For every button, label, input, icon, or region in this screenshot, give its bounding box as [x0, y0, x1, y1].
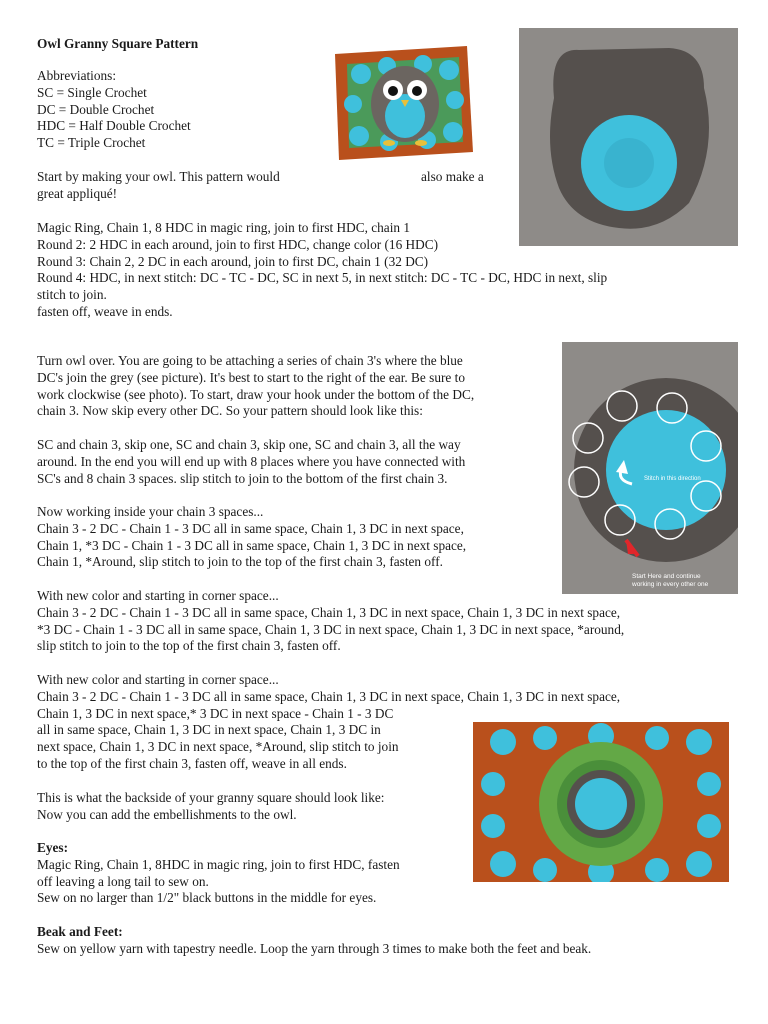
intro-line-2: great appliqué!: [37, 186, 118, 201]
paragraph-line: around. In the end you will end up with 8 places where you have connected with: [37, 453, 466, 469]
paragraph-line: Chain 1, *Around, slip stitch to join to the top of the first chain 3, fasten off.: [37, 554, 443, 570]
paragraph-line: With new color and starting in corner space...: [37, 588, 279, 603]
abbreviations-heading: Abbreviations:: [37, 68, 117, 83]
svg-text:working in every other one: [631, 581, 709, 588]
paragraph-line: next space, Chain 1, 3 DC in next space, *Around, slip stitch to join: [37, 739, 399, 755]
beak-section: [37, 924, 591, 958]
owl-rounds-photo: [519, 28, 738, 246]
paragraph-line: Chain 3 - 2 DC - Chain 1 - 3 DC all in same space, Chain 1, 3 DC in next space, Chain 1, 3 DC in next space,: [37, 604, 621, 620]
inside-chain-paragraph: [37, 504, 466, 571]
paragraph-line: Chain 1, *3 DC - Chain 1 - 3 DC all in same space, Chain 1, 3 DC in next space,: [37, 537, 467, 553]
stitch-direction-label: Stitch in this direction: [644, 476, 701, 482]
paragraph-line: off leaving a long tail to sew on.: [37, 873, 209, 889]
sc-chain-paragraph: [37, 437, 465, 487]
abbreviations: [37, 68, 191, 152]
svg-text:Stitch in this direction: [644, 476, 701, 482]
paragraph-line: SC's and 8 chain 3 spaces. slip stitch to join to the bottom of the first chain 3.: [37, 470, 448, 486]
paragraph-line: Now working inside your chain 3 spaces...: [37, 504, 264, 519]
owl-round-line: Round 2: 2 HDC in each around, join to first HDC, change color (16 HDC): [37, 236, 439, 252]
paragraph-line: Chain 3 - 2 DC - Chain 1 - 3 DC all in same space, Chain 1, 3 DC in next space, Chain 1, 3 DC in next space,: [37, 688, 621, 704]
turn-owl-paragraph: [37, 353, 474, 420]
owl-round-line: stitch to join.: [37, 287, 107, 303]
owl-round-line: fasten off, weave in ends.: [37, 303, 173, 319]
paragraph-line: chain 3. Now skip every other DC. So your pattern should look like this:: [37, 403, 423, 419]
new-color-1-paragraph: [37, 588, 624, 655]
intro-line-1-start: Start by making your owl. This pattern would: [37, 169, 280, 184]
owl-round-line: Round 4: HDC, in next stitch: DC - TC - DC, SC in next 5, in next stitch: DC - TC - DC, HDC in next, slip: [37, 270, 608, 286]
svg-text:Start Here and continue: [632, 573, 701, 580]
paragraph-line: Magic Ring, Chain 1, 8HDC in magic ring, join to first HDC, fasten: [37, 856, 400, 872]
eyes-section: [37, 840, 400, 907]
paragraph-line: Turn owl over. You are going to be attaching a series of chain 3's where the blue: [37, 353, 463, 368]
paragraph-line: to the top of the first chain 3, fasten off, weave in all ends.: [37, 755, 347, 771]
owl-round-line: Round 3: Chain 2, 2 DC in each around, join to first DC, chain 1 (32 DC): [37, 253, 429, 269]
abbreviation-item: SC = Single Crochet: [37, 84, 147, 100]
paragraph-line: *3 DC - Chain 1 - 3 DC all in same space, Chain 1, 3 DC in next space, Chain 1, 3 DC in next space, *around,: [37, 621, 625, 637]
eyes-heading: Eyes:: [37, 840, 69, 855]
abbreviation-item: DC = Double Crochet: [37, 101, 155, 117]
intro-line-1-end: also make a: [421, 169, 484, 184]
owl-round-line: Magic Ring, Chain 1, 8 HDC in magic ring, join to first HDC, chain 1: [37, 220, 411, 235]
paragraph-line: DC's join the grey (see picture). It's best to start to the right of the ear. Be sure to: [37, 369, 465, 385]
abbreviation-item: HDC = Half Double Crochet: [37, 118, 191, 134]
paragraph-line: With new color and starting in corner space...: [37, 672, 279, 687]
start-here-label-2: working in every other one: [632, 581, 709, 588]
paragraph-line: slip stitch to join to the top of the first chain 3, fasten off.: [37, 638, 341, 654]
owl-granny-square-photo: [327, 40, 479, 166]
chain-placement-photo: [562, 342, 738, 594]
paragraph-line: Sew on yellow yarn with tapestry needle. Loop the yarn through 3 times to make both the feet and beak.: [37, 940, 592, 956]
paragraph-line: all in same space, Chain 1, 3 DC in next space, Chain 1, 3 DC in: [37, 722, 381, 738]
beak-heading: Beak and Feet:: [37, 924, 123, 939]
paragraph-line: This is what the backside of your granny square should look like:: [37, 790, 385, 805]
granny-square-backside-photo: [473, 722, 729, 882]
paragraph-line: Sew on no larger than 1/2" black buttons in the middle for eyes.: [37, 890, 377, 906]
paragraph-line: Now you can add the embellishments to the owl.: [37, 806, 297, 822]
page-title: Owl Granny Square Pattern: [37, 36, 199, 51]
backside-paragraph: [37, 790, 385, 824]
abbreviation-item: TC = Triple Crochet: [37, 135, 146, 151]
paragraph-line: Chain 1, 3 DC in next space,* 3 DC in next space - Chain 1 - 3 DC: [37, 705, 394, 721]
paragraph-line: work clockwise (see photo). To start, draw your hook under the bottom of the DC,: [37, 386, 475, 402]
start-here-label-1: Start Here and continue: [632, 573, 701, 580]
paragraph-line: SC and chain 3, skip one, SC and chain 3, skip one, SC and chain 3, all the way: [37, 437, 461, 452]
paragraph-line: Chain 3 - 2 DC - Chain 1 - 3 DC all in same space, Chain 1, 3 DC in next space,: [37, 520, 464, 536]
